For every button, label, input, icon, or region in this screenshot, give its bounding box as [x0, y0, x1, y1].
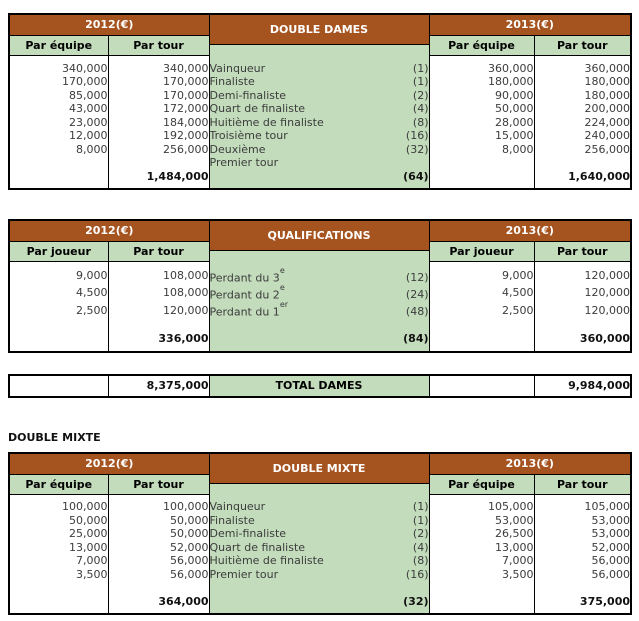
table-row — [9, 129, 631, 143]
round-count: (8) — [412, 115, 429, 129]
round-cell — [209, 332, 429, 346]
value-2012-col1 — [9, 156, 108, 170]
value-2013-col1: 28,000 — [429, 116, 534, 130]
value-2012-col2: 170,000 — [108, 89, 209, 103]
table-row — [9, 319, 631, 333]
value-2012-col2 — [108, 319, 209, 333]
round-cell — [209, 285, 429, 302]
value-2012-col1 — [9, 319, 108, 333]
total-dames-row — [9, 375, 631, 397]
value-2013-col1: 13,000 — [429, 541, 534, 555]
spacer-cell — [534, 183, 631, 189]
value-2012-col1: 2,500 — [76, 303, 108, 317]
value-2012-col2: 56,000 — [108, 568, 209, 582]
value-2012-col2: 256,000 — [108, 143, 209, 157]
round-label: Premier tour — [209, 156, 279, 169]
value-2012-col2: 100,000 — [108, 500, 209, 514]
table-double-dames — [8, 13, 632, 190]
round-count: (1) — [412, 75, 429, 88]
table-row — [9, 156, 631, 170]
table-row — [9, 285, 631, 302]
column-header: Par équipe — [429, 474, 534, 494]
round-label: Perdant du 1er — [209, 301, 289, 319]
value-2012-col2: 192,000 — [108, 129, 209, 143]
value-2013-col2: 120,000 — [534, 268, 631, 285]
value-2012-col1: 100,000 — [62, 500, 108, 514]
value-2012-col1: 23,000 — [69, 115, 108, 129]
value-2013-col2: 53,000 — [534, 514, 631, 528]
value-2012-col1: 13,000 — [69, 540, 108, 554]
round-cell — [209, 554, 429, 568]
total-dames-2012-value: 8,375,000 — [108, 375, 209, 397]
value-2013-col2: 240,000 — [534, 129, 631, 143]
table-row — [9, 554, 631, 568]
total-2012: 364,000 — [108, 595, 209, 609]
round-count: (16) — [405, 567, 429, 581]
round-cell — [209, 170, 429, 184]
round-cell — [209, 568, 429, 582]
round-label: Perdant du 2e — [209, 284, 285, 302]
spacer-row — [9, 608, 631, 614]
total-row — [9, 595, 631, 609]
round-cell — [209, 268, 429, 285]
round-count: (24) — [405, 288, 429, 302]
table-title: DOUBLE MIXTE — [210, 454, 429, 484]
value-2012-col1: 4,500 — [76, 286, 108, 300]
year-header-row — [9, 14, 631, 36]
table-double-mixte — [8, 452, 632, 616]
round-label: Demi-finaliste — [209, 527, 287, 541]
round-count: (1) — [412, 513, 429, 527]
value-2013-col2: 105,000 — [534, 500, 631, 514]
column-header: Par tour — [534, 242, 631, 262]
empty-cell — [429, 595, 534, 609]
round-label: Perdant du 3e — [209, 267, 285, 285]
round-label: Quart de finaliste — [209, 540, 306, 554]
round-count: (2) — [412, 527, 429, 541]
value-2013-col1 — [429, 156, 534, 170]
value-2013-col2: 180,000 — [534, 75, 631, 89]
table-row — [9, 514, 631, 528]
value-2012-col1: 43,000 — [69, 102, 108, 115]
spacer-row — [9, 346, 631, 352]
round-label: Huitième de finaliste — [209, 554, 324, 568]
round-label: Finaliste — [209, 75, 255, 88]
column-header: Par joueur — [429, 242, 534, 262]
value-2012-col2: 56,000 — [108, 554, 209, 568]
value-2012-col2: 108,000 — [108, 285, 209, 302]
round-count: (84) — [403, 332, 429, 346]
table-row — [9, 62, 631, 76]
year-header-2012: 2012(€) — [9, 453, 209, 475]
value-2012-col2: 170,000 — [108, 75, 209, 89]
round-cell — [209, 514, 429, 528]
total-2013: 360,000 — [534, 332, 631, 346]
value-2013-col1: 26,500 — [429, 527, 534, 541]
year-header-2012: 2012(€) — [9, 220, 209, 242]
value-2012-col2: 108,000 — [108, 268, 209, 285]
value-2012-col1: 340,000 — [62, 61, 108, 75]
round-cell — [209, 62, 429, 76]
spacer-cell — [209, 608, 429, 614]
table-row — [9, 541, 631, 555]
value-2012-col2: 120,000 — [108, 302, 209, 319]
value-2012-col2: 184,000 — [108, 116, 209, 130]
value-2013-col1 — [429, 319, 534, 333]
total-row — [9, 170, 631, 184]
value-2012-col2: 52,000 — [108, 541, 209, 555]
value-2012-col1: 85,000 — [69, 88, 108, 102]
value-2013-col2: 180,000 — [534, 89, 631, 103]
column-header: Par tour — [108, 36, 209, 56]
year-header-2013: 2013(€) — [429, 220, 631, 242]
value-2012-col1: 9,000 — [76, 269, 108, 283]
empty-cell — [9, 170, 108, 184]
spacer-cell — [429, 183, 534, 189]
total-dames-2013-value: 9,984,000 — [534, 375, 631, 397]
round-count: (64) — [403, 169, 429, 183]
round-label: Demi-finaliste — [209, 88, 287, 102]
spacer-cell — [9, 183, 108, 189]
spacer-cell — [9, 346, 108, 352]
round-cell — [209, 527, 429, 541]
table-row — [9, 527, 631, 541]
spacer-cell — [108, 183, 209, 189]
value-2013-col1: 8,000 — [429, 143, 534, 157]
spacer-cell — [108, 608, 209, 614]
round-count: (16) — [405, 129, 429, 142]
year-header-2013: 2013(€) — [429, 453, 631, 475]
table-row — [9, 89, 631, 103]
empty-cell — [9, 332, 108, 346]
round-cell — [209, 319, 429, 333]
round-cell — [209, 595, 429, 609]
value-2013-col2: 52,000 — [534, 541, 631, 555]
value-2013-col2: 53,000 — [534, 527, 631, 541]
value-2013-col1: 3,500 — [429, 568, 534, 582]
table-row — [9, 500, 631, 514]
round-cell — [209, 102, 429, 116]
value-2013-col2 — [534, 156, 631, 170]
table-row — [9, 102, 631, 116]
table-title-cell — [209, 14, 429, 56]
value-2013-col2: 256,000 — [534, 143, 631, 157]
value-2013-col1: 7,000 — [429, 554, 534, 568]
empty-cell — [9, 375, 108, 397]
round-count: (48) — [405, 305, 429, 319]
value-2013-col2: 200,000 — [534, 102, 631, 116]
round-label: Quart de finaliste — [209, 102, 306, 115]
round-cell — [209, 129, 429, 143]
year-header-2012: 2012(€) — [9, 14, 209, 36]
empty-cell — [9, 595, 108, 609]
column-header: Par tour — [534, 474, 631, 494]
value-2013-col2: 224,000 — [534, 116, 631, 130]
table-row — [9, 302, 631, 319]
value-2013-col2: 360,000 — [534, 62, 631, 76]
round-count: (12) — [405, 271, 429, 285]
spacer-cell — [9, 608, 108, 614]
value-2013-col2: 120,000 — [534, 285, 631, 302]
round-count: (1) — [412, 61, 429, 75]
round-count: (4) — [412, 102, 429, 115]
round-count: (8) — [412, 554, 429, 568]
value-2013-col1: 9,000 — [429, 268, 534, 285]
value-2013-col1: 360,000 — [429, 62, 534, 76]
value-2012-col2 — [108, 156, 209, 170]
spacer-cell — [534, 346, 631, 352]
value-2012-col1: 12,000 — [69, 129, 108, 142]
year-header-2013: 2013(€) — [429, 14, 631, 36]
table-row — [9, 75, 631, 89]
round-label: Premier tour — [209, 567, 279, 581]
value-2013-col2: 120,000 — [534, 302, 631, 319]
value-2013-col1: 90,000 — [429, 89, 534, 103]
spacer-row — [9, 183, 631, 189]
empty-cell — [429, 332, 534, 346]
value-2012-col2: 172,000 — [108, 102, 209, 116]
value-2012-col1: 170,000 — [62, 75, 108, 88]
table-row — [9, 143, 631, 157]
value-2012-col1: 7,000 — [76, 554, 108, 568]
table-row — [9, 581, 631, 595]
round-cell — [209, 143, 429, 157]
table-row — [9, 568, 631, 582]
total-2012: 336,000 — [108, 332, 209, 346]
total-2013: 1,640,000 — [534, 170, 631, 184]
round-cell — [209, 302, 429, 319]
round-count: (32) — [403, 594, 429, 608]
round-label: Vainqueur — [209, 61, 266, 75]
value-2013-col1: 15,000 — [429, 129, 534, 143]
value-2013-col1: 4,500 — [429, 285, 534, 302]
round-count: (32) — [405, 142, 429, 156]
round-cell — [209, 89, 429, 103]
value-2012-col2 — [108, 581, 209, 595]
table-row — [9, 268, 631, 285]
empty-cell — [429, 375, 534, 397]
value-2013-col2: 56,000 — [534, 554, 631, 568]
value-2013-col1 — [429, 581, 534, 595]
value-2013-col2: 56,000 — [534, 568, 631, 582]
round-count: (4) — [412, 540, 429, 554]
total-2012: 1,484,000 — [108, 170, 209, 184]
year-header-row — [9, 453, 631, 475]
empty-cell — [429, 170, 534, 184]
value-2012-col1: 3,500 — [76, 567, 108, 581]
column-header: Par joueur — [9, 242, 108, 262]
column-header: Par tour — [534, 36, 631, 56]
spacer-cell — [108, 346, 209, 352]
total-2013: 375,000 — [534, 595, 631, 609]
value-2013-col1: 180,000 — [429, 75, 534, 89]
table-total-dames — [8, 374, 632, 398]
round-cell — [209, 116, 429, 130]
value-2013-col1: 53,000 — [429, 514, 534, 528]
total-dames-title: TOTAL DAMES — [209, 375, 429, 397]
round-cell — [209, 156, 429, 170]
round-cell — [209, 581, 429, 595]
column-header: Par tour — [108, 474, 209, 494]
year-header-row — [9, 220, 631, 242]
table-title-cell — [209, 220, 429, 262]
round-cell — [209, 541, 429, 555]
value-2012-col2: 50,000 — [108, 514, 209, 528]
value-2012-col1 — [9, 581, 108, 595]
value-2012-col1: 50,000 — [69, 513, 108, 527]
table-title: DOUBLE DAMES — [210, 15, 429, 45]
table-row — [9, 116, 631, 130]
section-label-double-mixte: DOUBLE MIXTE — [8, 430, 101, 444]
value-2012-col2: 340,000 — [108, 62, 209, 76]
column-header: Par équipe — [429, 36, 534, 56]
spacer-cell — [209, 183, 429, 189]
spacer-cell — [429, 608, 534, 614]
round-label: Troisième tour — [209, 129, 288, 142]
round-count: (1) — [412, 500, 429, 514]
total-row — [9, 332, 631, 346]
table-qualifications — [8, 219, 632, 353]
round-label: Vainqueur — [209, 500, 266, 514]
table-title: QUALIFICATIONS — [210, 221, 429, 251]
value-2013-col1: 2,500 — [429, 302, 534, 319]
spacer-cell — [429, 346, 534, 352]
round-count: (2) — [412, 88, 429, 102]
spacer-cell — [534, 608, 631, 614]
column-header: Par équipe — [9, 36, 108, 56]
round-cell — [209, 75, 429, 89]
value-2012-col2: 50,000 — [108, 527, 209, 541]
value-2013-col1: 50,000 — [429, 102, 534, 116]
round-label: Finaliste — [209, 513, 255, 527]
column-header: Par équipe — [9, 474, 108, 494]
value-2013-col1: 105,000 — [429, 500, 534, 514]
round-cell — [209, 500, 429, 514]
value-2013-col2 — [534, 581, 631, 595]
table-title-cell — [209, 453, 429, 495]
value-2012-col1: 8,000 — [76, 142, 108, 156]
value-2012-col1: 25,000 — [69, 527, 108, 541]
column-header: Par tour — [108, 242, 209, 262]
round-label: Deuxième — [209, 142, 266, 156]
spacer-cell — [209, 346, 429, 352]
value-2013-col2 — [534, 319, 631, 333]
round-label: Huitième de finaliste — [209, 115, 324, 129]
